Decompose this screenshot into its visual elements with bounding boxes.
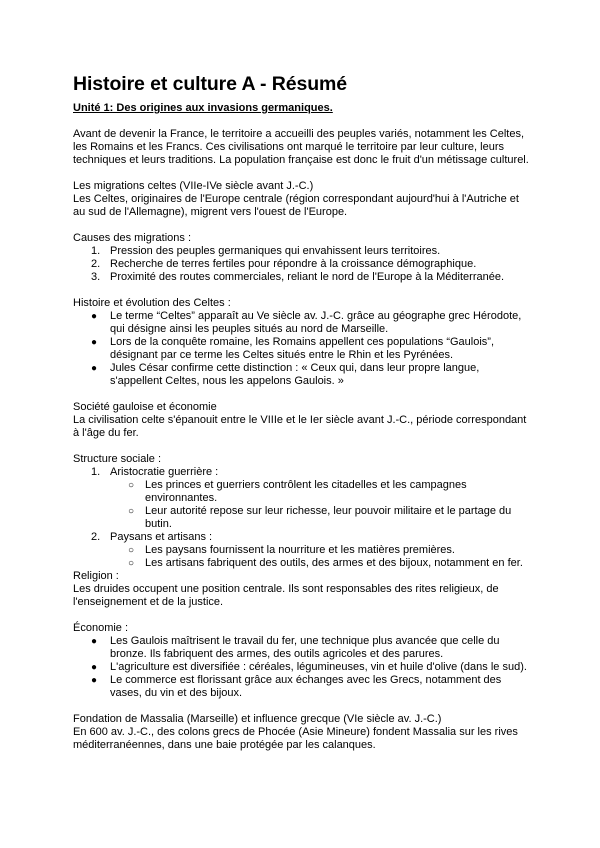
sub-list-item: ○ Les paysans fournissent la nourriture et les matières premières. xyxy=(128,544,455,556)
massalia-heading: Fondation de Massalia (Marseille) et influence grecque (VIe siècle av. J.-C.) xyxy=(73,713,442,725)
list-item: 2. Recherche de terres fertiles pour répondre à la croissance démographique. xyxy=(91,258,477,270)
histoire-heading: Histoire et évolution des Celtes : xyxy=(73,297,231,309)
list-item: ● Le terme “Celtes” apparaît au Ve siècle av. J.-C. grâce au géographe grec Hérodote, qui désigne ainsi les peuples situés au nord de Marseille. xyxy=(91,310,522,335)
list-item: 1. Aristocratie guerrière : xyxy=(91,466,219,478)
list-item: ● Le commerce est florissant grâce aux échanges avec les Grecs, notamment des vases, du vin et des bijoux. xyxy=(91,674,502,699)
list-item: ● Jules César confirme cette distinction : « Ceux qui, dans leur propre langue, s'appellent Celtes, nous les appelons Gaulois. » xyxy=(91,362,480,387)
list-item: ● Les Gaulois maîtrisent le travail du fer, une technique plus avancée que celle du bronze. Ils fabriquent des armes, des outils agricoles et des parures. xyxy=(91,635,500,660)
sub-list-item: ○ Les princes et guerriers contrôlent les citadelles et les campagnes environnantes. xyxy=(128,479,467,504)
sub-list-item: ○ Leur autorité repose sur leur richesse, leur pouvoir militaire et le partage du butin. xyxy=(128,505,512,530)
economie-heading: Économie : xyxy=(73,622,129,634)
unit-title: Unité 1: Des origines aux invasions germaniques. xyxy=(73,102,333,114)
economie-list xyxy=(73,635,533,700)
histoire-list xyxy=(73,310,533,388)
list-item: ● L'agriculture est diversifiée : céréales, légumineuses, vin et huile d'olive (dans le sud). xyxy=(91,661,527,673)
list-item: ● Lors de la conquête romaine, les Romains appellent ces populations “Gaulois”, désignant par ce terme les Celtes situés entre le Rhin et les Pyrénées. xyxy=(91,336,494,361)
causes-list xyxy=(73,245,533,284)
massalia-text: En 600 av. J.-C., des colons grecs de Phocée (Asie Mineure) fondent Massalia sur les rives méditerranéennes, dans une baie protégée par les calanques. xyxy=(73,726,518,751)
sub-list-item: ○ Les artisans fabriquent des outils, des armes et des bijoux, notamment en fer. xyxy=(128,557,523,569)
page-title: Histoire et culture A - Résumé xyxy=(73,73,348,95)
religion-heading: Religion : xyxy=(73,570,119,582)
list-item: 3. Proximité des routes commerciales, reliant le nord de l'Europe à la Méditerranée. xyxy=(91,271,505,283)
document-page xyxy=(73,72,533,752)
migrations-text: Les Celtes, originaires de l'Europe centrale (région correspondant aujourd'hui à l'Autriche et au sud de l'Allemagne), migrent vers l'ouest de l'Europe. xyxy=(73,193,519,218)
intro-paragraph: Avant de devenir la France, le territoire a accueilli des peuples variés, notamment les Celtes, les Romains et les Francs. Ces civilisations ont marqué le territoire par leur culture, leurs techniques et leurs traditions. La population française est donc le fruit d'un métissage culturel. xyxy=(73,128,529,166)
structure-heading: Structure sociale : xyxy=(73,453,162,465)
causes-heading: Causes des migrations : xyxy=(73,232,191,244)
societe-text: La civilisation celte s'épanouit entre le VIIIe et le Ier siècle avant J.-C., période correspondant à l'âge du fer. xyxy=(73,414,527,439)
list-item: 2. Paysans et artisans : xyxy=(91,531,213,543)
structure-list xyxy=(73,466,533,570)
list-item: 1. Pression des peuples germaniques qui envahissent leurs territoires. xyxy=(91,245,441,257)
societe-heading: Société gauloise et économie xyxy=(73,401,217,413)
migrations-heading: Les migrations celtes (VIIe-IVe siècle avant J.-C.) xyxy=(73,180,314,192)
religion-text: Les druides occupent une position centrale. Ils sont responsables des rites religieux, de l'enseignement et de la justice. xyxy=(73,583,499,608)
